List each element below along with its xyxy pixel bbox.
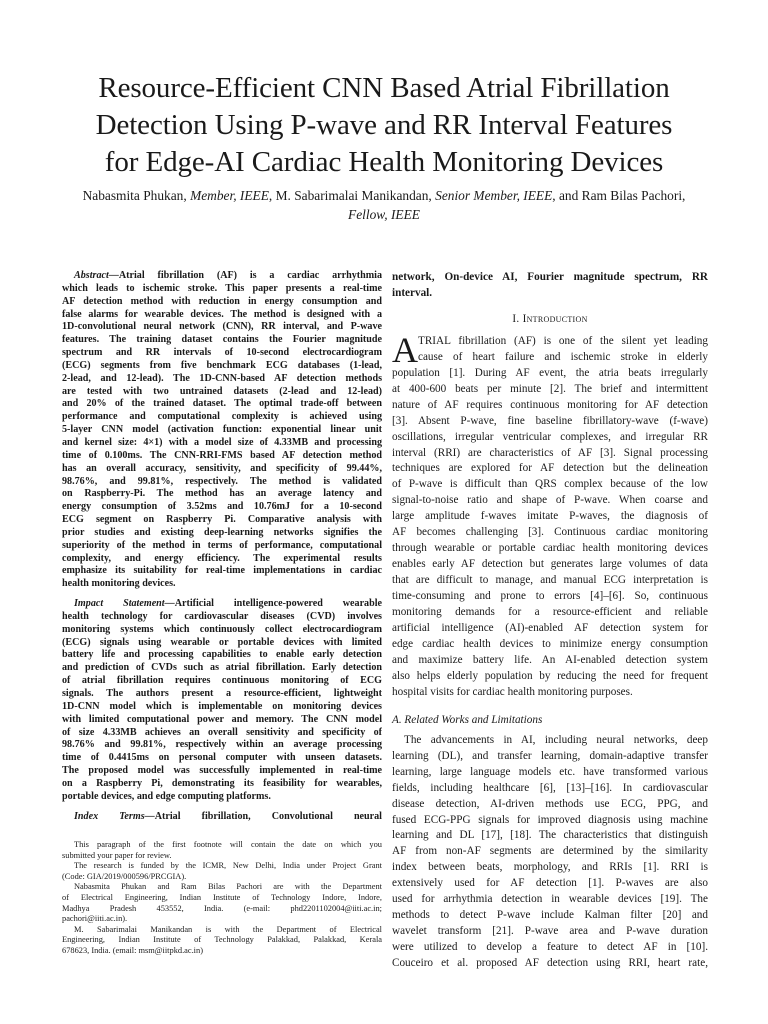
- impact-statement: [62, 598, 382, 804]
- related-works-line: fields, including healthcare [6], [13]–[16]. In cardiovascular: [392, 781, 708, 794]
- text-line: [62, 424, 382, 437]
- text-line: [62, 270, 382, 283]
- intro-text-line: artificial intelligence (AI)-enabled AF detection system for: [392, 622, 708, 635]
- text-line-content: on a Raspberry Pi, demonstrating its feasibility for wearables,: [62, 777, 382, 789]
- text-line-content: complexity, and energy efficiency. The experimental results: [62, 552, 382, 564]
- index-terms-line: interval.: [392, 286, 433, 299]
- text-line: [62, 624, 382, 637]
- footnote-line: The research is funded by the ICMR, New Delhi, India under Project Grant: [74, 861, 382, 871]
- related-works-line: learning (DL), and transfer learning, domain-adaptive transfer: [392, 749, 708, 762]
- text-line: [62, 649, 382, 662]
- related-works-line: Couceiro et al. proposed AF detection using RRI, heart rate,: [392, 957, 708, 970]
- authors-line-2: Fellow, IEEE: [348, 207, 420, 222]
- text-line-content: on Raspberry-Pi. The method has an average latency and: [62, 488, 382, 500]
- text-line-content: monitoring systems which continuously collect electrocardiogram: [62, 623, 382, 635]
- text-line: [62, 778, 382, 791]
- text-line: [62, 688, 382, 701]
- text-line: [62, 752, 382, 765]
- text-line-content: with limited computational power and memory. The CNN model: [62, 713, 382, 725]
- block-label: Abstract—: [74, 270, 119, 281]
- intro-text-line: and maximize battery life. An AI-enabled detection system: [392, 653, 708, 666]
- text-line: [62, 598, 382, 611]
- text-line-content: ECG segment on Raspberry Pi. Comparative analysis with: [62, 514, 382, 526]
- intro-text-line: of P-wave is difficult than QRS complex because of the low: [392, 478, 708, 491]
- related-works-line: methods to detect P-wave include Kalman filter [20] and: [392, 909, 708, 922]
- intro-text-line: interval (RRI) are characteristics of AF [3]. Signal processing: [392, 446, 708, 459]
- intro-text-line: edge cardiac health devices to minimize energy consumption: [392, 637, 708, 650]
- intro-text-line: also helps elderly population by reducing the need for frequent: [392, 669, 708, 682]
- text-line: [62, 662, 382, 675]
- text-line: [62, 565, 382, 578]
- text-line-content: and 20% of the trained dataset. The optimal trade-off between: [62, 398, 382, 410]
- footnotes: [62, 840, 382, 957]
- text-line-content: superiority of the method in terms of performance, computational: [62, 539, 382, 551]
- text-line-content: are tested with two untrained datasets (2-lead and 12-lead): [62, 385, 382, 397]
- text-line-content: of atrial fibrillation requires continuous monitoring of ECG: [62, 675, 382, 687]
- related-works-line: disease detection, AI-driven methods use ECG, PPG, and: [392, 797, 708, 810]
- text-line: [62, 675, 382, 688]
- paper-title: [40, 70, 728, 181]
- intro-text-line: through wearable or portable cardiac health monitoring devices: [392, 542, 708, 555]
- text-line-content: 98.76% and 99.81%, respectively within an average processing: [62, 739, 382, 751]
- related-works-line: learning and DL [17], [18]. The characteristics that distinguish: [392, 829, 708, 842]
- index-terms-line: network, On-device AI, Fourier magnitude spectrum, RR: [392, 271, 708, 283]
- footnote-line: (Code: GIA/2019/000596/PRCGIA).: [62, 871, 187, 881]
- footnote-line: M. Sabarimalai Manikandan is with the Department of Electrical: [74, 924, 382, 934]
- text-line: [62, 450, 382, 463]
- text-line-content: has an overall accuracy, sensitivity, and specificity of 99.44%,: [62, 462, 382, 474]
- related-works-line: learning, large language models etc. have transformed various: [392, 765, 708, 778]
- footnote-line: Nabasmita Phukan and Ram Bilas Pachori are with the Department: [74, 882, 382, 892]
- text-line: [62, 488, 382, 501]
- text-line: [62, 334, 382, 347]
- text-line: [62, 714, 382, 727]
- right-column: [392, 270, 708, 972]
- text-line-content: of size 4.33MB achieves an overall sensitivity and specificity of: [62, 726, 382, 738]
- subsection-heading: A. Related Works and Limitations: [392, 713, 543, 726]
- text-line: [62, 611, 382, 624]
- text-line-content: The proposed model was successfully implemented in real-time: [62, 765, 382, 777]
- block-label: Index Terms—: [74, 810, 155, 822]
- text-line-content: and prediction of CVDs such as atrial fibrillation. Early detection: [62, 662, 382, 674]
- author-list: [40, 186, 728, 224]
- text-line-content: energy consumption of 3.52ms and 10.76mJ for a 10-second: [62, 501, 382, 513]
- text-line-content: which leads to ischemic stroke. This paper presents a real-time: [62, 282, 382, 294]
- text-line: [62, 578, 382, 591]
- related-works-line: fused ECG-PPG signals for improved diagnosis using machine: [392, 813, 708, 826]
- intro-text-line: monitoring demands for a resource-efficient and reliable: [392, 606, 708, 619]
- text-line: [62, 296, 382, 309]
- related-works-line: were utilized to develop a feature to detect AF in [10].: [392, 941, 708, 954]
- section-number: I.: [512, 312, 520, 325]
- left-column: [62, 270, 382, 823]
- intro-text-line: [3]. Absent P-wave, fine baseline fibrillatory-wave (f-wave): [392, 414, 708, 427]
- text-line-content: 2-lead, and 12-lead). The 1D-CNN-based AF detection methods: [62, 372, 382, 384]
- text-line: [62, 283, 382, 296]
- section-heading-introduction: [392, 312, 708, 328]
- text-line-content: 1D-CNN model which is implementable on monitoring devices: [62, 700, 382, 712]
- text-line-content: prior studies and existing deep-learning networks signifies the: [62, 526, 382, 538]
- authors-line-1: Nabasmita Phukan, Member, IEEE, M. Sabarimalai Manikandan, Senior Member, IEEE, and Ram Bilas Pachori,: [82, 188, 686, 203]
- text-line-content: 98.76%, and 99.81%, respectively. The method is validated: [62, 475, 382, 487]
- text-line-content: Atrial fibrillation, Convolutional neural: [154, 810, 382, 822]
- text-line-content: health monitoring devices.: [62, 578, 176, 590]
- intro-text-line: time-consuming and prone to errors [4]–[6]. So, continuous: [392, 590, 708, 603]
- text-line: [62, 347, 382, 360]
- text-line: [62, 360, 382, 373]
- text-line-content: time of 0.100ms. The CNN-RRI-FMS based AF detection method: [62, 449, 382, 461]
- text-line-content: and kernel size: 4×1) with a model size of 4.33MB and processing: [62, 436, 382, 448]
- intro-text-line: oscillations, irregular ventricular complexes, and irregular RR: [392, 430, 708, 443]
- text-line-content: false alarms for wearable devices. The method is designed with a: [62, 308, 382, 320]
- intro-text-line: at 400-600 beats per minute [2]. The brief and intermittent: [392, 382, 708, 395]
- footnote-line: This paragraph of the first footnote will contain the date on which you: [74, 840, 382, 849]
- text-line: [62, 386, 382, 399]
- footnote-line: of Electrical Engineering, Indian Institute of Technology Indore, Indore,: [62, 892, 382, 902]
- text-line: [62, 309, 382, 322]
- intro-text-line: signal-to-noise ratio and shape of P-wave. When coarse and: [392, 494, 708, 507]
- related-works-body: [392, 733, 708, 972]
- text-line: [62, 727, 382, 740]
- abstract: [62, 270, 382, 591]
- text-line-content: AF detection method with reduction in energy consumption and: [62, 295, 382, 307]
- drop-cap: A: [392, 329, 418, 370]
- intro-text-line: that are difficult to manage, and manual ECG interpretation is: [392, 574, 708, 587]
- introduction-body: [392, 329, 708, 701]
- title-line: for Edge-AI Cardiac Health Monitoring Devices: [104, 146, 664, 178]
- text-line-content: portable devices, and edge computing platforms.: [62, 790, 271, 802]
- text-line-content: time of 0.4415ms on personal computer with unseen datasets.: [62, 752, 382, 764]
- intro-text-line: enables early AF detection but generates large volumes of data: [392, 558, 708, 571]
- text-line-content: emphasize its suitability for real-time implementations in cardiac: [62, 565, 382, 577]
- text-line: [62, 501, 382, 514]
- footnote-line: Engineering, Indian Institute of Technology Palakkad, Palakkad, Kerala: [62, 935, 382, 945]
- text-line-content: Artificial intelligence-powered wearable: [174, 598, 382, 610]
- text-line: [62, 637, 382, 650]
- text-line: [62, 398, 382, 411]
- related-works-line: The advancements in AI, including neural networks, deep: [404, 733, 708, 746]
- intro-text-line: techniques are explored for AF detection but the delineation: [392, 462, 708, 475]
- text-line: [62, 476, 382, 489]
- footnote-line: 678623, India. (email: msm@iitpkd.ac.in): [62, 945, 203, 955]
- title-line: Resource-Efficient CNN Based Atrial Fibrillation: [98, 72, 670, 104]
- text-line-content: (ECG) segments from five benchmark ECG databases (1-lead,: [62, 359, 382, 371]
- text-line: [62, 701, 382, 714]
- text-line-content: health technology for cardiovascular diseases (CVD) involves: [62, 610, 382, 622]
- related-works-line: AF from non-AF segments are determined by the similarity: [392, 845, 708, 858]
- text-line: [62, 791, 382, 804]
- text-line: [62, 321, 382, 334]
- text-line: [62, 527, 382, 540]
- text-line: [62, 553, 382, 566]
- related-works-line: index between beats, morphology, and RRIs [1]. RRI is: [392, 861, 708, 874]
- text-line-content: 5-layer CNN model (activation function: exponential linear unit: [62, 424, 382, 436]
- text-line-content: (ECG) signals using wearable or portable devices with limited: [62, 636, 382, 648]
- footnote-line: Madhya Pradesh 453552, India. (e-mail: phd2201102004@iiti.ac.in;: [62, 903, 382, 913]
- text-line: [62, 540, 382, 553]
- intro-text-line: nature of AF requires continuous monitoring for AF detection: [392, 398, 708, 411]
- intro-text-line: hospital visits for cardiac health monitoring purposes.: [392, 685, 633, 698]
- text-line: [62, 411, 382, 424]
- text-line: [62, 463, 382, 476]
- intro-text-line: cause of heart failure and ischemic stroke in elderly: [418, 350, 708, 363]
- title-line: Detection Using P-wave and RR Interval Features: [95, 109, 673, 141]
- text-line: [62, 373, 382, 386]
- text-line-content: signals. The authors present a resource-efficient, lightweight: [62, 688, 382, 699]
- text-line: [62, 514, 382, 527]
- related-works-line: used for arrhythmia detection in wearable devices [19]. The: [392, 893, 708, 906]
- index-terms: [62, 811, 382, 824]
- section-title: Introduction: [522, 312, 588, 325]
- intro-text-line: AF becomes challenging [3]. Continuous cardiac monitoring: [392, 526, 708, 539]
- text-line: [62, 437, 382, 450]
- text-line-content: 1D-convolutional neural network (CNN), RR interval, and P-wave: [62, 321, 382, 333]
- block-label: Impact Statement—: [74, 598, 175, 610]
- text-line-content: battery life and processing capabilities to enable early detection: [62, 649, 382, 661]
- related-works-line: wavelet transform [21]. P-wave area and P-wave duration: [392, 925, 708, 938]
- index-terms-continued: [392, 270, 708, 302]
- related-works-line: extensively used for AF detection [1]. P-waves are also: [392, 877, 708, 890]
- text-line-content: spectrum and RR intervals of 10-second electrocardiogram: [62, 347, 382, 359]
- intro-text-line: large amplitude f-waves imitate P-waves, the diagnosis of: [392, 510, 708, 523]
- footnote-line: pachori@iiti.ac.in).: [62, 914, 128, 924]
- intro-text-line: TRIAL fibrillation (AF) is one of the silent yet leading: [418, 334, 708, 347]
- text-line: [62, 765, 382, 778]
- text-line-content: Atrial fibrillation (AF) is a cardiac arrhythmia: [118, 270, 382, 281]
- text-line: [62, 811, 382, 824]
- footnote-line: submitted your paper for review.: [62, 850, 172, 860]
- text-line-content: performance and computational complexity is achieved using: [62, 411, 382, 423]
- text-line: [62, 739, 382, 752]
- intro-text-line: population [1]. During AF event, the atria beats irregularly: [392, 366, 708, 379]
- text-line-content: features. The training dataset contains the Fourier magnitude: [62, 334, 382, 346]
